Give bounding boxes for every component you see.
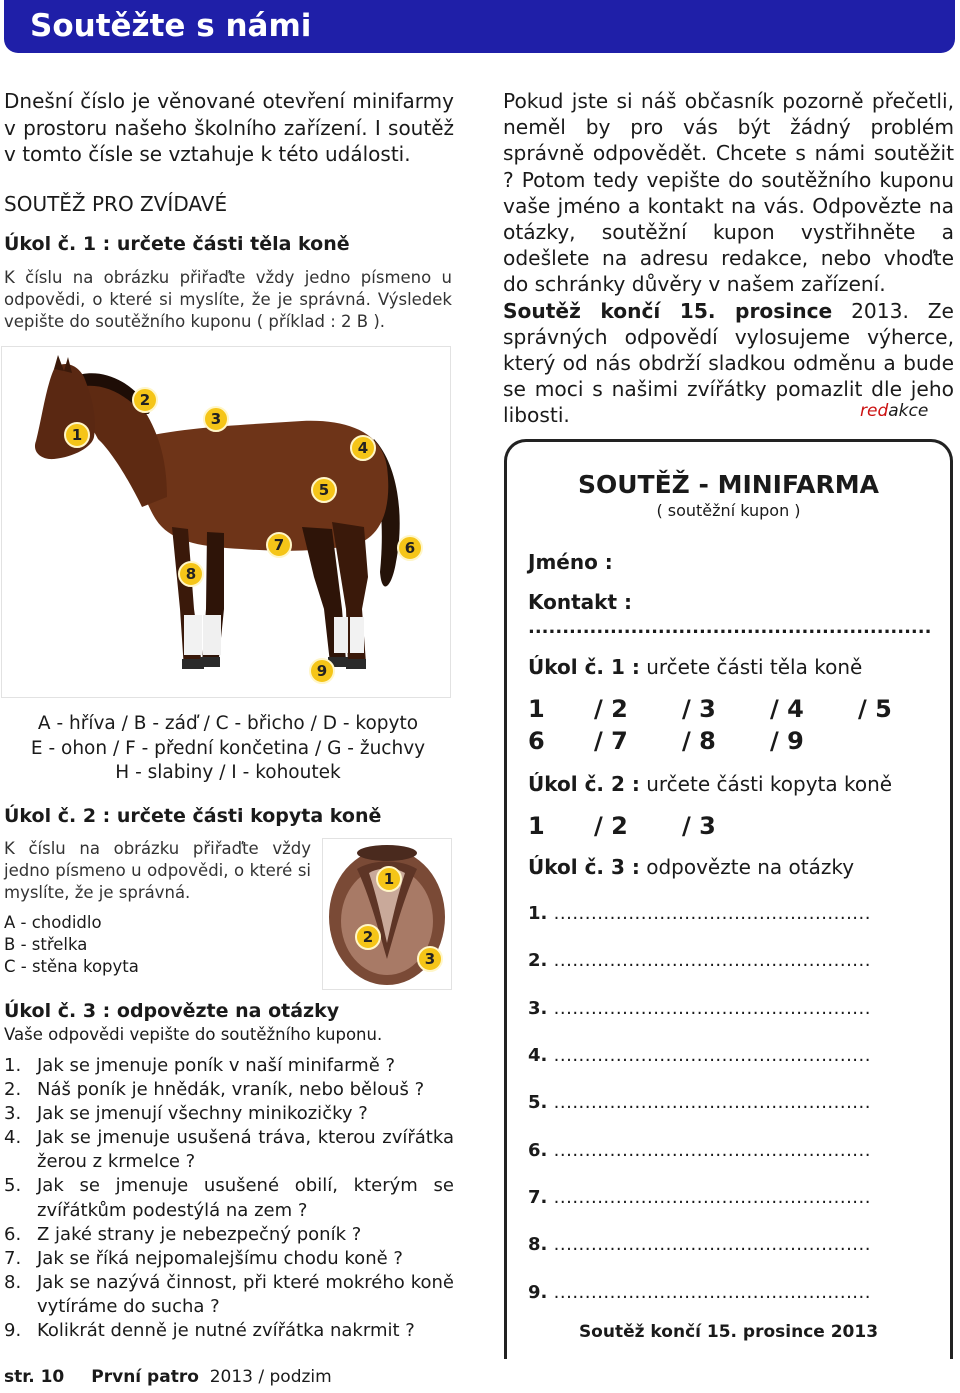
task2-instructions: K číslu na obrázku přiřaďte vždy jedno písmeno u odpovědi, o které si myslíte, že je správná. [4,839,311,902]
magazine-name: První patro [91,1367,199,1387]
page-banner [4,0,955,53]
list-item: 7. Jak se říká nejpomalejšímu chodu koně ? [4,1247,403,1269]
coupon-task1-row1: 1 / 2 / 3 / 4 / 5 [528,695,892,723]
answer-line[interactable]: 5. ................................................... [528,1092,871,1113]
answer-line[interactable]: 2. ................................................... [528,950,871,971]
task2-heading [4,805,381,827]
svg-text:3: 3 [210,410,222,428]
horse-illustration [2,347,450,697]
task1-heading [4,233,350,255]
svg-text:3: 3 [424,950,436,968]
hoof-badge [418,947,442,971]
task1-title: určete části těla koně [116,233,350,255]
competition-heading: SOUTĚŽ PRO ZVÍDAVÉ [4,192,228,216]
task1-option-line: E - ohon / F - přední končetina / G - žuchvy [30,737,426,759]
coupon-task1-row2: 6 / 7 / 8 / 9 [528,727,804,755]
svg-text:1: 1 [383,870,395,888]
horse-badge [204,407,228,431]
task2-option: C - stěna kopyta [4,957,139,976]
answer-line[interactable]: 7. ................................................... [528,1187,871,1208]
horse-badge [351,436,375,460]
contact-dots: ........................................................... [528,617,932,638]
list-item: 6. Z jaké strany je nebezpečný poník ? [4,1223,362,1245]
task3-subtitle: Vaše odpovědi vepište do soutěžního kuponu. [4,1025,383,1044]
coupon-title: SOUTĚŽ - MINIFARMA [577,470,880,499]
name-label: Jméno : [528,550,613,574]
task2-options [4,912,139,978]
task3-title: odpovězte na otázky [116,1000,340,1022]
task1-options [4,712,452,786]
task3-label: Úkol č. 3 : [4,1000,111,1022]
coupon-task3-heading: Úkol č. 3 : odpovězte na otázky [528,855,855,879]
svg-text:6: 6 [404,539,416,557]
horse-image [1,346,451,698]
horse-badge [267,533,291,557]
contact-label: Kontakt : [528,590,633,614]
page-footer [4,1367,332,1387]
hoof-badge [356,925,380,949]
horse-badge [133,388,157,412]
deadline-bold: Soutěž končí 15. prosince [503,298,833,323]
task1-instructions: K číslu na obrázku přiřaďte vždy jedno písmeno u odpovědi, o které si myslíte, že je správná. Výsledek vepište do soutěžního kuponu ( příklad : 2 B ). [4,268,452,331]
hoof-image [322,838,452,990]
task3-heading [4,1000,339,1022]
horse-badge [310,659,334,683]
answer-line[interactable]: 6. ................................................... [528,1140,871,1161]
right-body: Pokud jste si náš občasník pozorně přečetli, neměl by pro vás být žádný problém správně odpovědět. Chcete s námi soutěžit ? Potom tedy vepište do soutěžního kuponu vaše jméno a kontakt na vás. Odpovězte na otázky, soutěžní kupon vystřihněte a odešlete na adresu redakce, nebo vhoďte do schránky důvěry v našem zařízení. [503,89,954,297]
coupon-task2-row: 1 / 2 / 3 [528,812,716,840]
question-list [4,1054,454,1343]
answer-line[interactable]: 9. ................................................... [528,1282,871,1303]
page-number: str. 10 [4,1367,65,1387]
answer-line[interactable]: 1. ................................................... [528,903,871,924]
horse-badge [398,536,422,560]
task2-option: B - střelka [4,935,88,954]
horse-badge [65,423,89,447]
coupon-task1-heading: Úkol č. 1 : určete části těla koně [528,655,863,679]
coupon-task2-heading: Úkol č. 2 : určete části kopyta koně [528,772,893,796]
svg-text:2: 2 [362,928,374,946]
svg-text:8: 8 [185,565,197,583]
svg-text:1: 1 [71,426,83,444]
signature: redakce [860,401,929,421]
list-item: 5. Jak se jmenuje usušené obilí, kterým se zvířátkům podestýlá na zem ? [4,1175,454,1221]
svg-text:2: 2 [139,391,151,409]
coupon-subtitle: ( soutěžní kupon ) [656,501,801,520]
coupon-frame [504,439,953,1359]
deadline-rest: Ze správných odpovědí vylosujeme výherce, který od nás obdrží sladkou odměnu a bude se moci s našimi zvířátky pomazlit dle jeho libosti. [503,298,954,428]
task2-title: určete části kopyta koně [116,805,382,827]
svg-text:4: 4 [357,439,369,457]
list-item: 1. Jak se jmenuje poník v naší minifarmě ? [4,1055,396,1076]
task1-option-line: A - hříva / B - záď / C - břicho / D - kopyto [37,713,419,734]
task1-option-line: H - slabiny / I - kohoutek [115,762,341,783]
deadline-year: 2013. [832,298,909,323]
intro-paragraph: Dnešní číslo je věnované otevření minifarmy v prostoru našeho školního zařízení. I soutěž v tomto čísle se vztahuje k této události. [4,89,454,166]
horse-badge [312,478,336,502]
horse-badge [179,562,203,586]
page-title: Soutěžte s námi [30,8,312,44]
answer-line[interactable]: 4. ................................................... [528,1045,871,1066]
answer-line[interactable]: 8. ................................................... [528,1234,871,1255]
task2-option: A - chodidlo [4,913,102,932]
coupon-end-note: Soutěž končí 15. prosince 2013 [578,1322,879,1342]
svg-text:9: 9 [316,662,328,680]
list-item: 4. Jak se jmenuje usušená tráva, kterou zvířátka žerou z krmelce ? [4,1127,454,1173]
answer-line[interactable]: 3. ................................................... [528,998,871,1019]
right-paragraph [503,88,954,429]
list-item: 2. Náš poník je hnědák, vraník, nebo bělouš ? [4,1079,425,1101]
list-item: 8. Jak se nazývá činnost, při které mokrého koně vytíráme do sucha ? [4,1271,454,1317]
issue-label: 2013 / podzim [209,1367,332,1387]
task1-label: Úkol č. 1 : [4,233,111,255]
list-item: 9. Kolikrát denně je nutné zvířátka nakrmit ? [4,1320,415,1342]
svg-text:5: 5 [318,481,330,499]
task2-label: Úkol č. 2 : [4,805,111,827]
hoof-badge [377,867,401,891]
list-item: 3. Jak se jmenují všechny minikozičky ? [4,1103,368,1125]
hoof-illustration [323,839,451,989]
svg-text:7: 7 [273,536,285,554]
